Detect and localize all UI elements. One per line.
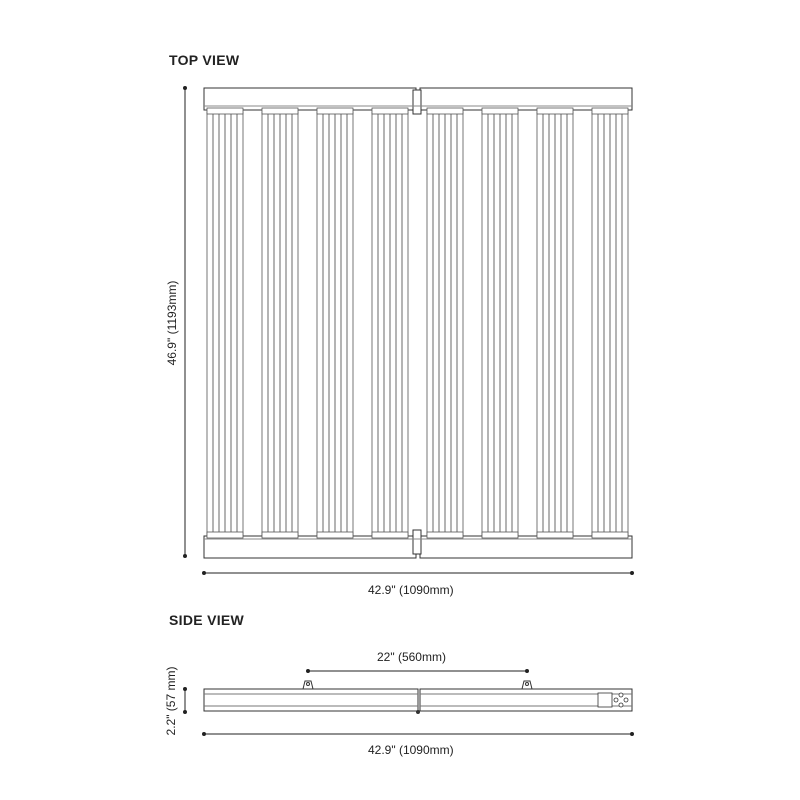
side-view-title: SIDE VIEW (169, 612, 245, 628)
top-view-title: TOP VIEW (169, 52, 240, 68)
side-view-body (204, 689, 632, 714)
top-view-width-label: 42.9" (1090mm) (368, 583, 454, 597)
light-bars (207, 112, 628, 536)
light-bar-4 (372, 112, 408, 536)
light-bar-5 (427, 112, 463, 536)
light-bar-6 (482, 112, 518, 536)
side-view-mount-spacing-label: 22" (560mm) (377, 650, 446, 664)
side-view-width-dimension (203, 733, 634, 736)
light-bar-3 (317, 112, 353, 536)
top-view-height-dimension (184, 87, 187, 558)
bar-end-caps (207, 108, 628, 538)
mount-brackets (303, 681, 532, 689)
side-view-height-label: 2.2" (57 mm) (164, 666, 178, 736)
light-bar-8 (592, 112, 628, 536)
top-view-height-label: 46.9" (1193mm) (165, 280, 179, 366)
side-view-width-label: 42.9" (1090mm) (368, 743, 454, 757)
light-bar-7 (537, 112, 573, 536)
light-bar-2 (262, 112, 298, 536)
light-bar-1 (207, 112, 243, 536)
side-view-mount-dimension (307, 670, 529, 673)
top-view-width-dimension (203, 572, 634, 575)
side-view-height-dimension (184, 688, 187, 714)
